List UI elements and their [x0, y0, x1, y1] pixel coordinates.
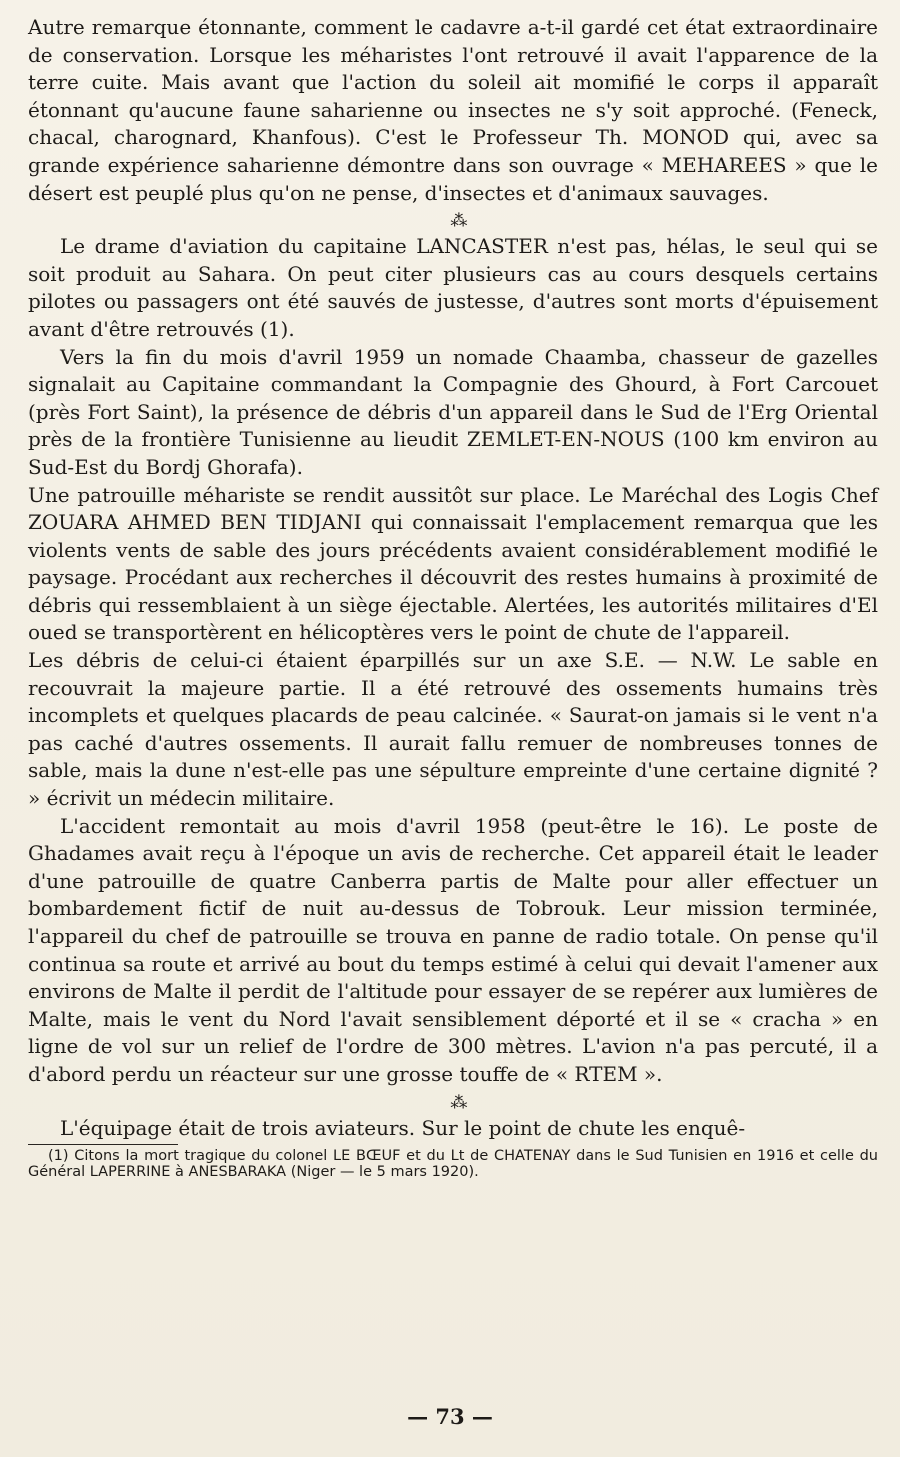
asterism-glyph: ⁂ — [450, 209, 466, 231]
paragraph-patrol: Une patrouille méhariste se rendit aussitôt sur place. Le Maréchal des Logis Chef ZOUARA AHMED BEN TIDJANI qui connaissait l'emplacement remarqua que les violents vents de sable des jours précédents avaient considérablement modifié le paysage. Procédant aux recherches il découvrit des restes humains à proximité de débris qui ressemblaient à un siège éjectable. Alertées, les autorités militaires d'El oued se transportèrent en hélicoptères vers le point de chute de l'appareil. — [28, 482, 878, 645]
section-separator — [38, 1089, 878, 1115]
paragraph-crew: L'équipage était de trois aviateurs. Sur le point de chute les enquê- — [60, 1115, 746, 1140]
page-number: — 73 — — [407, 1404, 493, 1429]
paragraph-lancaster: Le drame d'aviation du capitaine LANCASTER n'est pas, hélas, le seul qui se soit produit au Sahara. On peut citer plusieurs cas au cours desquels certains pilotes ou passagers ont été sauvés de justesse, d'autres sont morts d'épuisement avant d'être retrouvés (1). — [28, 234, 878, 341]
paragraph-april-1959: Vers la fin du mois d'avril 1959 un nomade Chaamba, chasseur de gazelles signalait au Capitaine commandant la Compagnie des Ghourd, à Fort Carcouet (près Fort Saint), la présence de débris d'un appareil dans le Sud de l'Erg Oriental près de la frontière Tunisienne au lieudit ZEMLET-EN-NOUS (100 km environ au Sud-Est du Bordj Ghorafa). — [28, 344, 878, 479]
footnote: (1) Citons la mort tragique du colonel LE BŒUF et du Lt de CHATENAY dans le Sud Tunisien en 1916 et celle du Général LAPERRINE à ANESBARAKA (Niger — le 5 mars 1920). — [28, 1148, 878, 1180]
paragraph-debris: Les débris de celui-ci étaient éparpillés sur un axe S.E. — N.W. Le sable en recouvrait la majeure partie. Il a été retrouvé des ossements humains très incomplets et quelques placards de peau calcinée. « Saurat-on jamais si le vent n'a pas caché d'autres ossements. Il aurait fallu remuer de nombreuses tonnes de sable, mais la dune n'est-elle pas une sépulture empreinte d'une certaine dignité ? » écrivit un médecin militaire. — [28, 648, 878, 811]
footnote-rule — [28, 1144, 178, 1145]
body-text — [28, 14, 878, 1142]
paragraph-conservation: Autre remarque étonnante, comment le cadavre a-t-il gardé cet état extraordinaire de conservation. Lorsque les méharistes l'ont retrouvé il avait l'apparence de la terre cuite. Mais avant que l'action du soleil ait momifié le corps il apparaît étonnant qu'aucune faune saharienne ou insectes ne s'y soit approché. (Feneck, chacal, charognard, Khanfous). C'est le Professeur Th. MONOD qui, avec sa grande expérience saharienne démontre dans son ouvrage « MEHAREES » que le désert est peuplé plus qu'on ne pense, d'insectes et d'animaux sauvages. — [28, 15, 878, 205]
paragraph-accident: L'accident remontait au mois d'avril 1958 (peut-être le 16). Le poste de Ghadames avait reçu à l'époque un avis de recherche. Cet appareil était le leader d'une patrouille de quatre Canberra partis de Malte pour aller effectuer un bombardement fictif de nuit au-dessus de Tobrouk. Leur mission terminée, l'appareil du chef de patrouille se trouva en panne de radio totale. On pense qu'il continua sa route et arrivé au bout du temps estimé à celui qui devait l'amener aux environs de Malte il perdit de l'altitude pour essayer de se repérer aux lumières de Malte, mais le vent du Nord l'avait sensiblement déporté et il se « cracha » en ligne de vol sur un relief de l'ordre de 300 mètres. L'avion n'a pas percuté, il a d'abord perdu un réacteur sur une grosse touffe de « RTEM ». — [28, 813, 878, 1086]
asterism-glyph: ⁂ — [450, 1091, 466, 1112]
section-separator — [38, 207, 878, 233]
